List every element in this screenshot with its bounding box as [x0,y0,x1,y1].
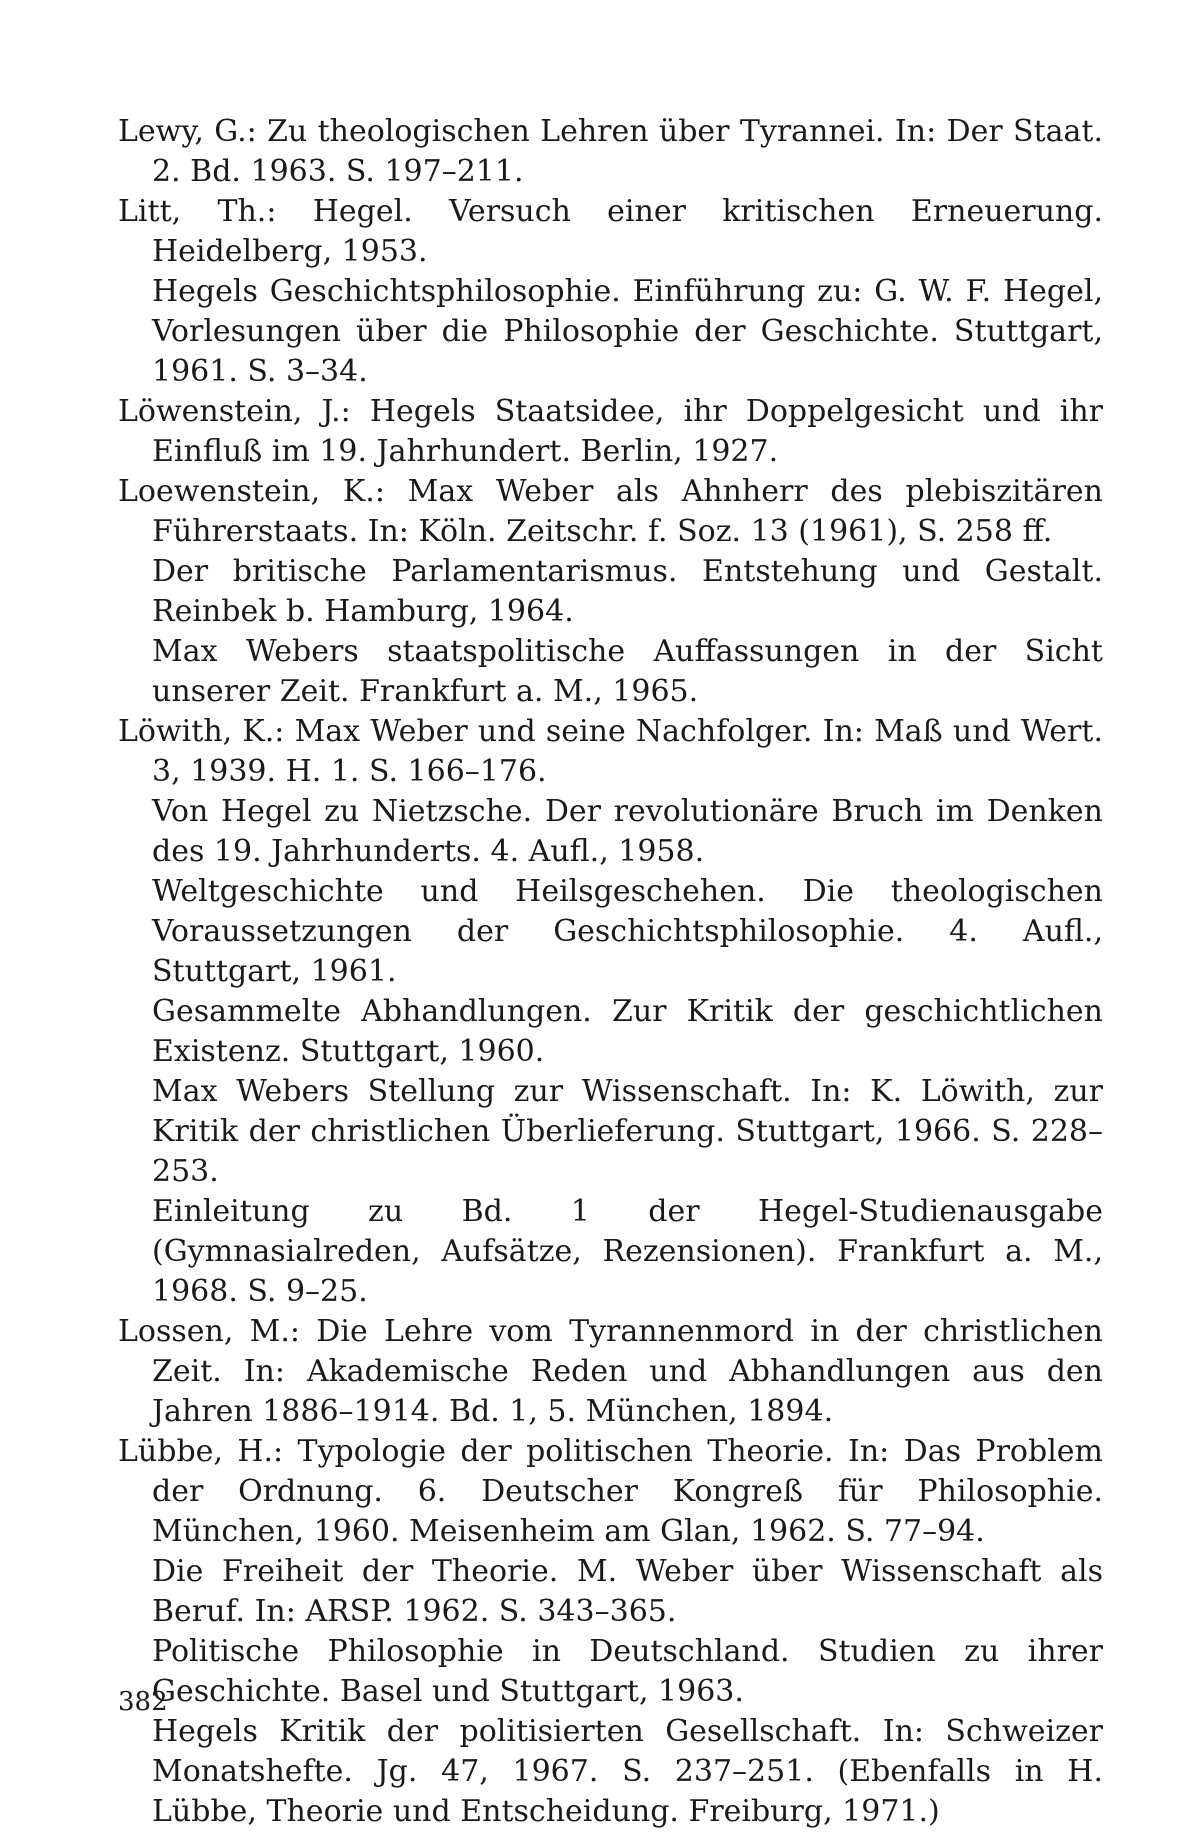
bib-entry-luebbe-politische-philosophie: Politische Philosophie in Deutschland. Studien zu ihrer Geschichte. Basel und Stuttgart, 1963. [152,1634,1103,1709]
bib-entry-loewenstein-j: Löwenstein, J.: Hegels Staatsidee, ihr Doppelgesicht und ihr Einfluß im 19. Jahrhundert. Berlin, 1927. [118,394,1103,469]
bib-entry-lossen: Lossen, M.: Die Lehre vom Tyrannenmord in der christlichen Zeit. In: Akademische Reden und Abhandlungen aus den Jahren 1886–1914. Bd. 1, 5. München, 1894. [118,1314,1103,1429]
bib-entry-loewith-weber-nachfolger: Löwith, K.: Max Weber und seine Nachfolger. In: Maß und Wert. 3, 1939. H. 1. S. 166–176. [118,714,1103,789]
bib-entry-loewith-wissenschaft: Max Webers Stellung zur Wissenschaft. In: K. Löwith, zur Kritik der christlichen Überlieferung. Stuttgart, 1966. S. 228–253. [152,1074,1103,1189]
bib-entry-loewith-hegel-nietzsche: Von Hegel zu Nietzsche. Der revolutionäre Bruch im Denken des 19. Jahrhunderts. 4. Aufl., 1958. [152,794,1103,869]
bib-entry-litt-hegel: Litt, Th.: Hegel. Versuch einer kritischen Erneuerung. Heidelberg, 1953. [118,194,1103,269]
bib-entry-loewenstein-k: Loewenstein, K.: Max Weber als Ahnherr des plebiszitären Führerstaats. In: Köln. Zeitschr. f. Soz. 13 (1961), S. 258 ff. [118,474,1103,549]
bib-entry-loewith-weltgeschichte: Weltgeschichte und Heilsgeschehen. Die theologischen Voraussetzungen der Geschichtsphilosophie. 4. Aufl., Stuttgart, 1961. [152,874,1103,989]
bib-entry-litt-geschichtsphilosophie: Hegels Geschichtsphilosophie. Einführung zu: G. W. F. Hegel, Vorlesungen über die Philosophie der Geschichte. Stuttgart, 1961. S. 3–34. [152,274,1103,389]
bib-entry-luebbe-hegels-kritik: Hegels Kritik der politisierten Gesellschaft. In: Schweizer Monatshefte. Jg. 47, 1967. S. 237–251. (Ebenfalls in H. Lübbe, Theorie und Entscheidung. Freiburg, 1971.) [152,1714,1103,1829]
bib-entry-loewenstein-weber: Max Webers staatspolitische Auffassungen in der Sicht unserer Zeit. Frankfurt a. M., 1965. [152,634,1103,709]
bib-entry-lewy: Lewy, G.: Zu theologischen Lehren über Tyrannei. In: Der Staat. 2. Bd. 1963. S. 197–211. [118,114,1103,189]
bib-entry-loewith-einleitung: Einleitung zu Bd. 1 der Hegel-Studienausgabe (Gymnasialreden, Aufsätze, Rezensionen). Frankfurt a. M., 1968. S. 9–25. [152,1194,1103,1309]
bib-entry-loewith-abhandlungen: Gesammelte Abhandlungen. Zur Kritik der geschichtlichen Existenz. Stuttgart, 1960. [152,994,1103,1069]
bib-entry-luebbe-typologie: Lübbe, H.: Typologie der politischen Theorie. In: Das Problem der Ordnung. 6. Deutscher Kongreß für Philosophie. München, 1960. Meisenheim am Glan, 1962. S. 77–94. [118,1434,1103,1549]
bib-entry-luebbe-freiheit: Die Freiheit der Theorie. M. Weber über Wissenschaft als Beruf. In: ARSP. 1962. S. 343–365. [152,1554,1103,1629]
bib-entry-loewenstein-parlamentarismus: Der britische Parlamentarismus. Entstehung und Gestalt. Reinbek b. Hamburg, 1964. [152,554,1103,629]
page-number: 382 [118,1687,168,1717]
bibliography-list [118,112,1103,1832]
